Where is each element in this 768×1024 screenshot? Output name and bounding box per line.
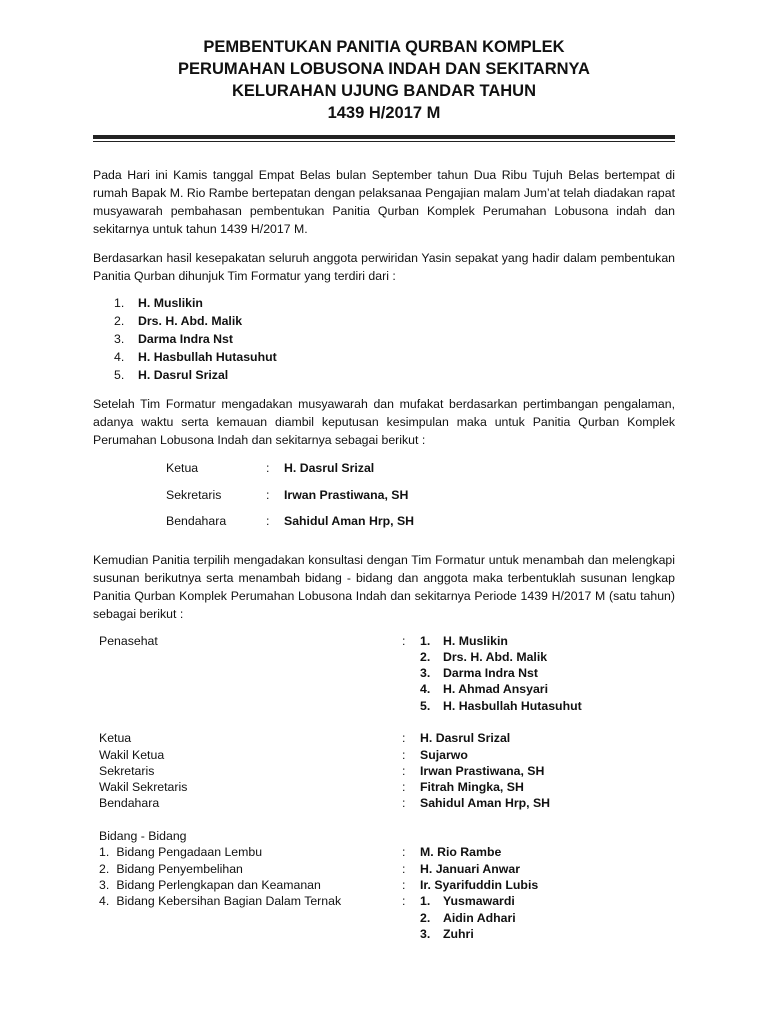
list-item: 5. H. Dasrul Srizal bbox=[114, 368, 229, 382]
officer-row: Ketua : H. Dasrul Srizal bbox=[99, 731, 511, 746]
formatur-list bbox=[93, 294, 675, 384]
title-line-1: PEMBENTUKAN PANITIA QURBAN KOMPLEK bbox=[203, 38, 565, 56]
core-committee bbox=[166, 459, 675, 539]
title-divider-thin bbox=[93, 141, 675, 142]
bidang-heading-row: Bidang - Bidang bbox=[99, 829, 187, 844]
bidang-member-row: 2. Aidin Adhari bbox=[420, 910, 516, 925]
list-item: 2. Drs. H. Abd. Malik bbox=[114, 314, 243, 328]
list-item: 4. H. Hasbullah Hutasuhut bbox=[114, 350, 277, 364]
officer-row: Bendahara : Sahidul Aman Hrp, SH bbox=[99, 796, 551, 811]
penasehat-row: 3. Darma Indra Nst bbox=[420, 666, 538, 681]
officer-row: Wakil Sekretaris : Fitrah Mingka, SH bbox=[99, 780, 524, 795]
document-title bbox=[0, 36, 768, 124]
core-row-bendahara: Bendahara : Sahidul Aman Hrp, SH bbox=[166, 514, 415, 528]
document-body bbox=[93, 166, 675, 942]
list-item: 1. H. Muslikin bbox=[114, 296, 203, 310]
paragraph-decision: Setelah Tim Formatur mengadakan musyawarah dan mufakat berdasarkan pertimbangan pengalaman, adanya waktu serta kemauan diambil keputusan kesimpulan maka untuk Panitia Qurban Komplek Perumahan Lobusona Indah dan sekitarnya sebagai berikut : bbox=[93, 397, 675, 447]
list-item: 3. Darma Indra Nst bbox=[114, 332, 233, 346]
penasehat-row: 5. H. Hasbullah Hutasuhut bbox=[420, 698, 582, 713]
paragraph-formatur-intro: Berdasarkan hasil kesepakatan seluruh anggota perwiridan Yasin sepakat yang hadir dalam pembentukan Panitia Qurban dihunjuk Tim Formatur yang terdiri dari : bbox=[93, 251, 675, 283]
bidang-member-row: 3. Zuhri bbox=[420, 926, 474, 941]
penasehat-row: Penasehat : 1. H. Muslikin bbox=[99, 633, 508, 648]
title-line-4: 1439 H/2017 M bbox=[327, 104, 441, 122]
title-line-3: KELURAHAN UJUNG BANDAR TAHUN bbox=[231, 82, 537, 100]
core-row-sekretaris: Sekretaris : Irwan Prastiwana, SH bbox=[166, 487, 409, 502]
paragraph-complete-structure: Kemudian Panitia terpilih mengadakan konsultasi dengan Tim Formatur untuk menambah dan melengkapi susunan berikutnya serta menambah bidang - bidang dan anggota maka terbentuklah susunan lengkap Panitia Qurban Komplek Perumahan Lobusona Indah dan sekitarnya Periode 1439 H/2017 M (satu tahun) sebagai berikut : bbox=[93, 552, 675, 621]
penasehat-row: 2. Drs. H. Abd. Malik bbox=[420, 649, 548, 664]
officer-row: Sekretaris : Irwan Prastiwana, SH bbox=[99, 763, 545, 778]
bidang-row: 3. Bidang Perlengkapan dan Keamanan : Ir. Syarifuddin Lubis bbox=[99, 877, 539, 892]
officer-row: Wakil Ketua : Sujarwo bbox=[99, 747, 468, 762]
bidang-row: 2. Bidang Penyembelihan : H. Januari Anwar bbox=[99, 861, 520, 876]
penasehat-row: 4. H. Ahmad Ansyari bbox=[420, 682, 549, 697]
bidang-row: 1. Bidang Pengadaan Lembu : M. Rio Rambe bbox=[99, 845, 502, 860]
title-line-2: PERUMAHAN LOBUSONA INDAH DAN SEKITARNYA bbox=[178, 60, 590, 78]
org-structure bbox=[93, 633, 675, 943]
core-row-ketua: Ketua : H. Dasrul Srizal bbox=[166, 461, 375, 475]
paragraph-opening: Pada Hari ini Kamis tanggal Empat Belas bulan September tahun Dua Ribu Tujuh Belas bertempat di rumah Bapak M. Rio Rambe bertepatan dengan pelaksanaa Pengajian malam Jum’at telah diadakan rapat musyawarah pembahasan pembentukan Panitia Qurban Komplek Perumahan Lobusona indah dan sekitarnya untuk tahun 1439 H/2017 M. bbox=[93, 168, 675, 236]
bidang-row: 4. Bidang Kebersihan Bagian Dalam Ternak : 1. Yusmawardi bbox=[99, 894, 515, 909]
title-divider-thick bbox=[93, 135, 675, 139]
